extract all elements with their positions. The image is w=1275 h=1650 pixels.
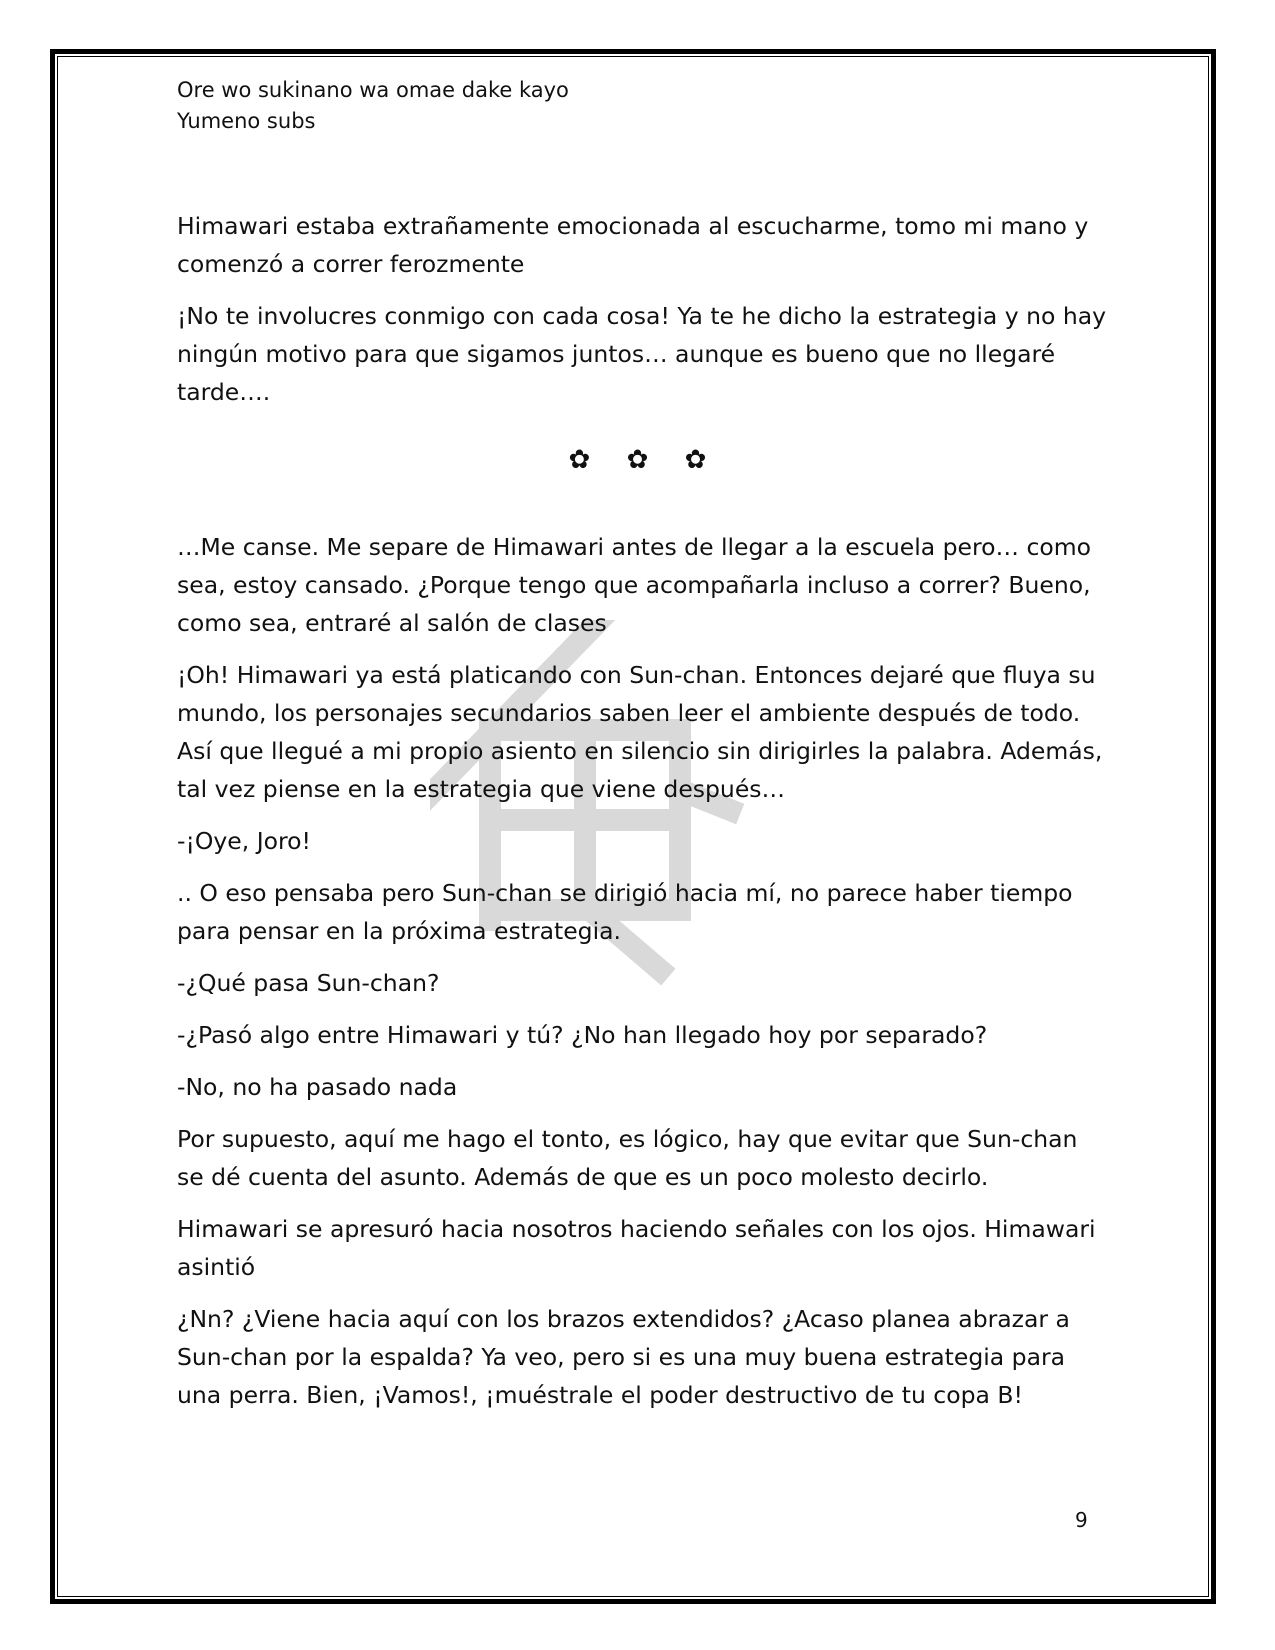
dialogue-line: -¿Qué pasa Sun-chan? (177, 969, 440, 997)
paragraph: …Me canse. Me separe de Himawari antes de llegar a la escuela pero… como sea, estoy cansado. ¿Porque tengo que acompañarla incluso a correr? Bueno, como sea, entraré al salón de clases (177, 533, 1092, 637)
dialogue-line: -¿Pasó algo entre Himawari y tú? ¿No han llegado hoy por separado? (177, 1021, 988, 1049)
dialogue-line: -¡Oye, Joro! (177, 827, 311, 855)
header-group: Yumeno subs (177, 109, 316, 133)
page-body (177, 207, 1107, 411)
scene-break (0, 445, 1275, 475)
flower-icon: ✿ (626, 445, 649, 475)
paragraph: Himawari se apresuró hacia nosotros haciendo señales con los ojos. Himawari asintió (177, 1215, 1096, 1281)
paragraph: Himawari estaba extrañamente emocionada al escucharme, tomo mi mano y comenzó a correr ferozmente (177, 212, 1089, 278)
page-number: 9 (1075, 1508, 1088, 1532)
dialogue-line: -No, no ha pasado nada (177, 1073, 458, 1101)
page-body-continued (177, 528, 1107, 1414)
page-header (177, 75, 569, 137)
paragraph: .. O eso pensaba pero Sun-chan se dirigió hacia mí, no parece haber tiempo para pensar en la próxima estrategia. (177, 879, 1073, 945)
flower-icon: ✿ (568, 445, 591, 475)
paragraph: ¿Nn? ¿Viene hacia aquí con los brazos extendidos? ¿Acaso planea abrazar a Sun-chan por la espalda? Ya veo, pero si es una muy buena estrategia para una perra. Bien, ¡Vamos!, ¡muéstrale el poder destructivo de tu copa B! (177, 1305, 1070, 1409)
paragraph: ¡Oh! Himawari ya está platicando con Sun-chan. Entonces dejaré que fluya su mundo, los personajes secundarios saben leer el ambiente después de todo. Así que llegué a mi propio asiento en silencio sin dirigirles la palabra. Además, tal vez piense en la estrategia que viene después… (177, 661, 1103, 803)
paragraph: ¡No te involucres conmigo con cada cosa! Ya te he dicho la estrategia y no hay ningún motivo para que sigamos juntos… aunque es bueno que no llegaré tarde…. (177, 302, 1107, 406)
header-title: Ore wo sukinano wa omae dake kayo (177, 78, 569, 102)
paragraph: Por supuesto, aquí me hago el tonto, es lógico, hay que evitar que Sun-chan se dé cuenta del asunto. Además de que es un poco molesto decirlo. (177, 1125, 1078, 1191)
flower-icon: ✿ (684, 445, 707, 475)
